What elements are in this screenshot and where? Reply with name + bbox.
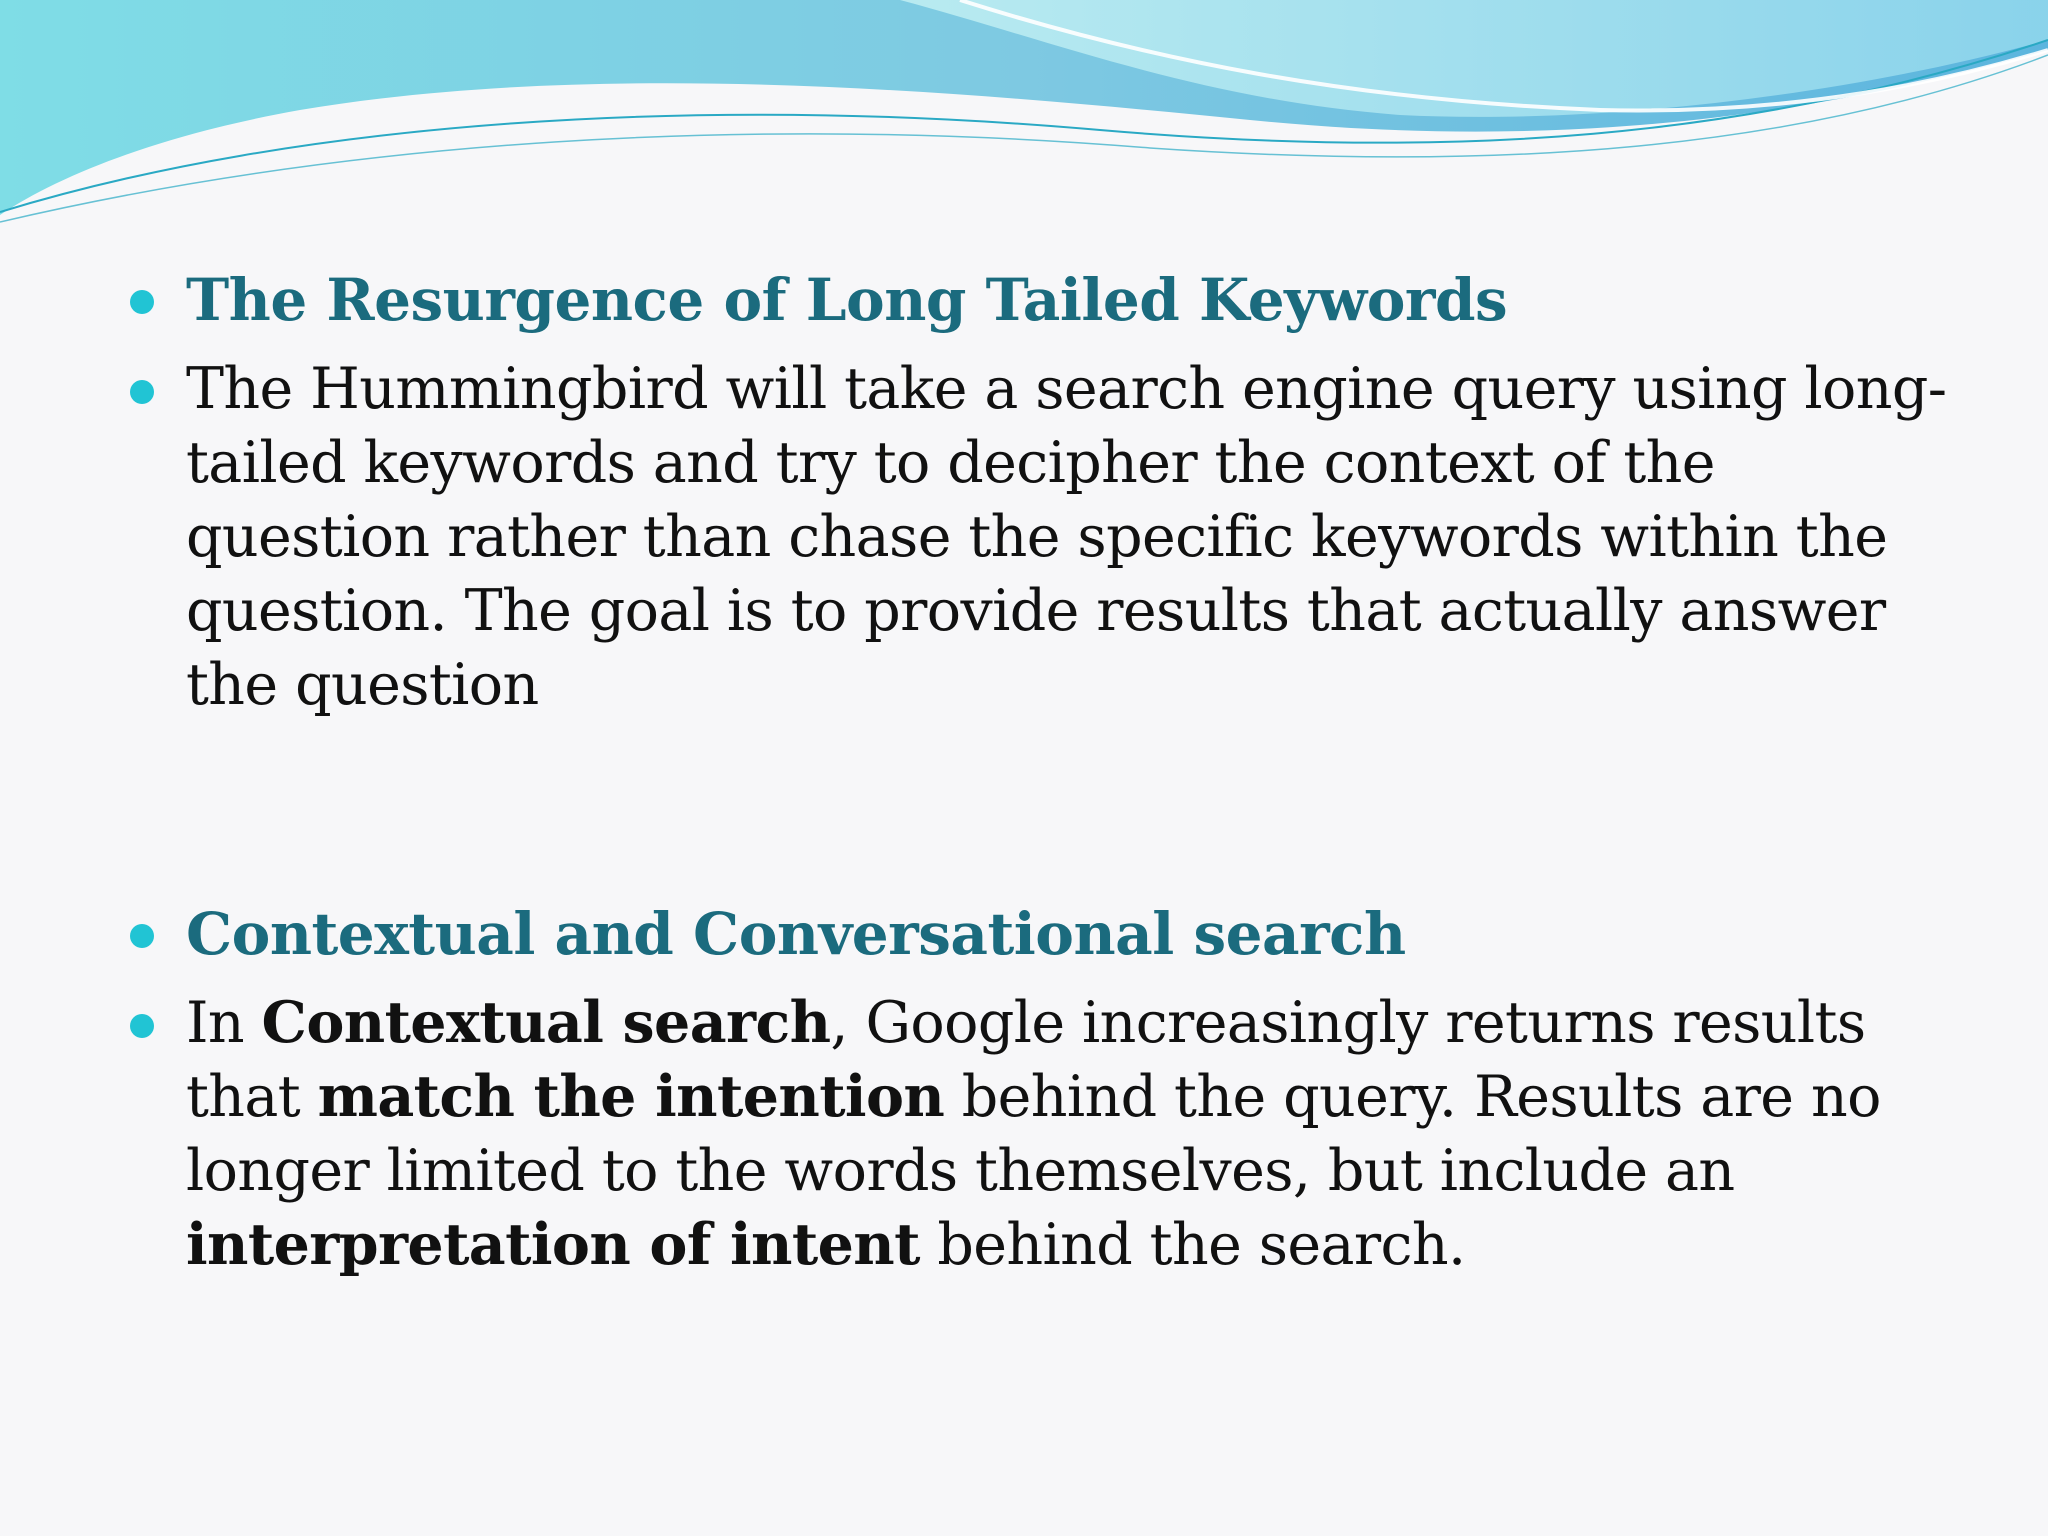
bullet-heading-long-tailed: [130, 262, 1960, 338]
body-text-segment: behind the query. Results are no longer limited to the words themselves, but include an: [186, 1064, 1881, 1204]
bullet-dot-icon: [130, 924, 154, 948]
bullet-contextual-search: [130, 986, 1960, 1282]
bullet-list: [130, 262, 1960, 1282]
bold-term: match the intention: [317, 1063, 945, 1130]
heading-text: The Resurgence of Long Tailed Keywords: [186, 266, 1508, 334]
body-text-segment: behind the search.: [919, 1212, 1466, 1278]
body-text-segment: In: [186, 990, 262, 1056]
bullet-heading-contextual: [130, 896, 1960, 972]
bold-term: Contextual search: [261, 989, 831, 1056]
bullet-dot-icon: [130, 290, 154, 314]
heading-text: Contextual and Conversational search: [186, 900, 1406, 968]
bullet-dot-icon: [130, 1014, 154, 1038]
spacer: [130, 722, 1960, 896]
bullet-hummingbird: [130, 352, 1960, 722]
body-text-segment: , Google increasingly returns results that: [186, 990, 1866, 1130]
header-wave-decoration: [0, 0, 2048, 240]
bold-term: interpretation of intent: [186, 1211, 920, 1278]
bullet-dot-icon: [130, 380, 154, 404]
body-text: The Hummingbird will take a search engine query using long-tailed keywords and try to decipher the context of the question rather than chase the specific keywords within the question. The goal is to provide results that actually answer the question: [186, 356, 1947, 718]
